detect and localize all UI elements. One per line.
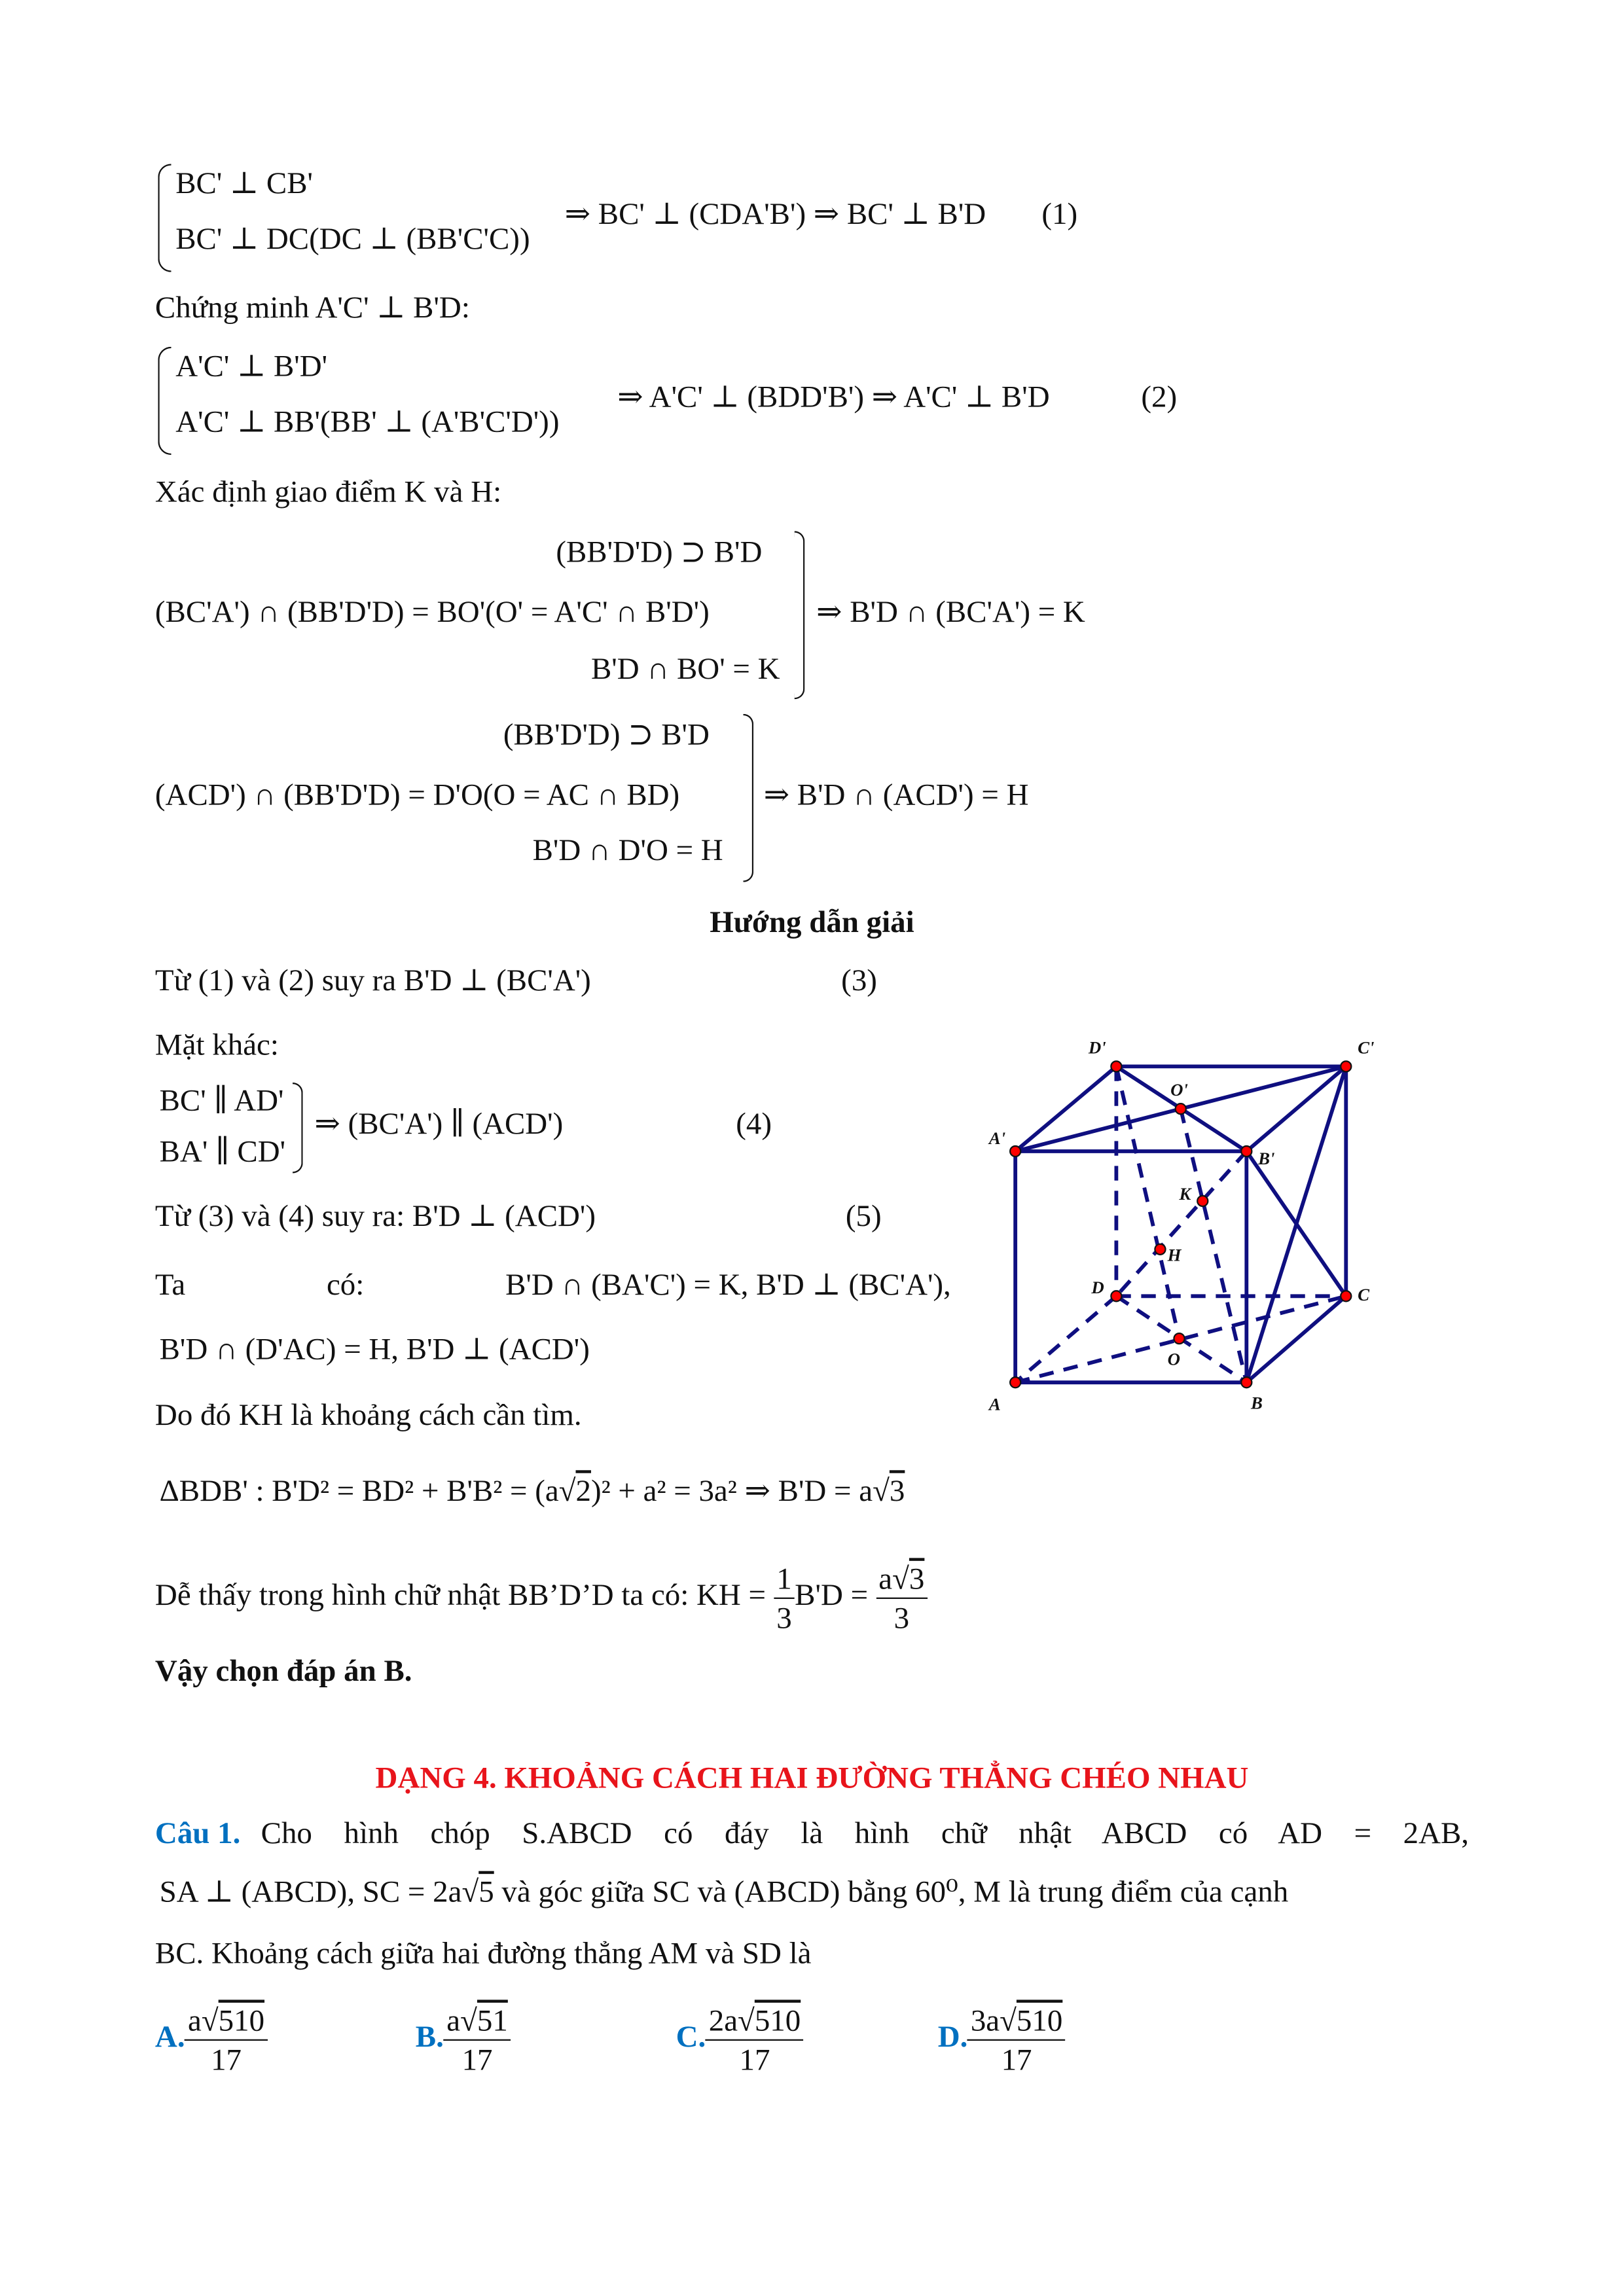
answer: Vậy chọn đáp án B. <box>154 1653 412 1689</box>
proof2-tag: (2) <box>1141 378 1178 414</box>
denominator: 3 <box>776 1600 792 1636</box>
point-O <box>1174 1333 1184 1344</box>
numerator: 1 <box>774 1559 795 1598</box>
section-title: DẠNG 4. KHOẢNG CÁCH HAI ĐƯỜNG THẲNG CHÉO NHAU <box>375 1759 1249 1795</box>
point-label: B' <box>1258 1149 1275 1169</box>
calc-radicand: 3 <box>889 1473 905 1509</box>
proof1-line-a: BC' ⊥ CB' <box>175 165 313 201</box>
heading-prove: Chứng minh A'C' ⊥ B'D: <box>154 289 470 325</box>
point-label: O' <box>1170 1080 1188 1100</box>
point-label: H <box>1167 1245 1182 1265</box>
ta-co-formula: B'D ∩ (BA'C') = K, B'D ⊥ (BC'A'), <box>505 1266 951 1302</box>
step4-line-a: BC' ∥ AD' <box>159 1082 284 1118</box>
radicand: 510 <box>218 2002 265 2037</box>
calc-mid: )² + a² = 3a² ⇒ B'D = a <box>590 1473 873 1509</box>
point-A-prime <box>1010 1146 1020 1157</box>
q-text: SA ⊥ (ABCD), SC = 2a <box>159 1874 462 1909</box>
point-label: D <box>1091 1277 1104 1297</box>
edge-BpD <box>1116 1151 1246 1296</box>
point-K <box>1197 1196 1208 1206</box>
question-label: Câu 1. <box>154 1815 241 1851</box>
radicand: 51 <box>477 2002 508 2037</box>
block-h-top: (BB'D'D) ⊃ B'D <box>503 717 710 752</box>
radicand: 510 <box>1016 2002 1063 2037</box>
block-k-top: (BB'D'D) ⊃ B'D <box>556 533 763 569</box>
point-O-prime <box>1176 1103 1186 1114</box>
denominator: 17 <box>1001 2041 1032 2077</box>
calc-lhs: ΔBDB' : B'D² = BD² + B'B² = (a <box>159 1473 559 1509</box>
step5-tag: (5) <box>845 1198 882 1234</box>
ta-word: Ta <box>154 1266 186 1302</box>
point-label: K <box>1179 1183 1191 1204</box>
proof2-result: ⇒ A'C' ⊥ (BDD'B') ⇒ A'C' ⊥ B'D <box>617 378 1050 414</box>
block-h-result: ⇒ B'D ∩ (ACD') = H <box>763 776 1029 812</box>
question-line-3: BC. Khoảng cách giữa hai đường thẳng AM và SD là <box>154 1935 812 1971</box>
co-word: có: <box>326 1266 365 1302</box>
proof2-line-a: A'C' ⊥ B'D' <box>175 348 328 384</box>
denominator: 3 <box>893 1600 910 1636</box>
proof2-line-b: A'C' ⊥ BB'(BB' ⊥ (A'B'C'D')) <box>175 403 560 439</box>
point-label: D' <box>1088 1037 1106 1058</box>
radicand: 5 <box>478 1874 494 1909</box>
coef: a <box>188 2002 202 2037</box>
kh-mid: B'D = <box>795 1577 869 1613</box>
point-C-prime <box>1341 1061 1351 1071</box>
question-text: Cho hình chóp S.ABCD có đáy là hình chữ nhật ABCD có AD = 2AB, <box>261 1815 1470 1851</box>
point-D <box>1111 1291 1121 1301</box>
radicand: 3 <box>909 1560 925 1596</box>
solution-title: Hướng dẫn giải <box>710 904 914 939</box>
block-k-result: ⇒ B'D ∩ (BC'A') = K <box>816 594 1085 630</box>
point-label: C' <box>1358 1037 1375 1058</box>
kh-text: Dễ thấy trong hình chữ nhật BB’D’D ta có: KH = <box>154 1577 767 1613</box>
calc-formula: ΔBDB' : B'D² = BD² + B'B² = (a√2)² + a² = 3a² ⇒ B'D = a√3 <box>159 1473 905 1509</box>
point-label: C <box>1358 1285 1370 1305</box>
proof1-tag: (1) <box>1041 196 1078 232</box>
step4-line-b: BA' ∥ CD' <box>159 1134 286 1169</box>
option-label: C. <box>676 2018 706 2054</box>
denominator: 17 <box>211 2041 242 2077</box>
line-h: B'D ∩ (D'AC) = H, B'D ⊥ (ACD') <box>159 1331 590 1367</box>
step5-text: Từ (3) và (4) suy ra: B'D ⊥ (ACD') <box>154 1198 596 1234</box>
calc-radicand: 2 <box>575 1473 591 1509</box>
step3-tag: (3) <box>841 962 877 998</box>
point-B-prime <box>1241 1146 1252 1157</box>
point-label: B <box>1251 1393 1263 1413</box>
option-label: D. <box>937 2018 968 2054</box>
point-B <box>1241 1377 1252 1388</box>
step4-tag: (4) <box>736 1105 772 1141</box>
block-k-bottom: B'D ∩ BO' = K <box>590 651 780 687</box>
proof1-result: ⇒ BC' ⊥ (CDA'B') ⇒ BC' ⊥ B'D <box>564 196 986 232</box>
step3-text: Từ (1) và (2) suy ra B'D ⊥ (BC'A') <box>154 962 591 998</box>
option-label: A. <box>154 2018 185 2054</box>
coef: a <box>878 1560 893 1596</box>
block-h-bottom: B'D ∩ D'O = H <box>532 832 723 868</box>
coef: 2a <box>708 2002 738 2037</box>
point-label: O <box>1167 1349 1180 1369</box>
numerator: a√510 <box>185 2001 268 2040</box>
denominator: 17 <box>461 2041 493 2077</box>
coef: a <box>446 2002 461 2037</box>
other-hand: Mặt khác: <box>154 1027 279 1062</box>
point-A <box>1010 1377 1020 1388</box>
numerator: a√3 <box>876 1559 928 1598</box>
q-text: và góc giữa SC và (ABCD) bằng 60⁰, M là trung điểm của cạnh <box>494 1874 1289 1909</box>
block-k-main: (BC'A') ∩ (BB'D'D) = BO'(O' = A'C' ∩ B'D') <box>154 594 710 630</box>
heading-intersection: Xác định giao điểm K và H: <box>154 474 502 509</box>
edge-BCp <box>1246 1066 1346 1382</box>
point-D-prime <box>1111 1061 1121 1071</box>
point-label: A <box>988 1394 1001 1414</box>
step4-result: ⇒ (BC'A') ∥ (ACD') <box>314 1105 564 1141</box>
proof1-line-b: BC' ⊥ DC(DC ⊥ (BB'C'C)) <box>175 221 530 257</box>
point-C <box>1341 1291 1351 1301</box>
conclusion: Do đó KH là khoảng cách cần tìm. <box>154 1397 582 1433</box>
numerator: 2a√510 <box>706 2001 803 2040</box>
numerator: a√51 <box>444 2001 511 2040</box>
point-H <box>1155 1244 1165 1255</box>
point-label: A' <box>988 1128 1006 1148</box>
option-label: B. <box>415 2018 444 2054</box>
block-h-main: (ACD') ∩ (BB'D'D) = D'O(O = AC ∩ BD) <box>154 776 680 812</box>
denominator: 17 <box>739 2041 770 2077</box>
numerator: 3a√510 <box>967 2001 1065 2040</box>
radicand: 510 <box>754 2002 801 2037</box>
coef: 3a <box>970 2002 1000 2037</box>
question-line-2: SA ⊥ (ABCD), SC = 2a√5 và góc giữa SC và (ABCD) bằng 60⁰, M là trung điểm của cạnh <box>159 1874 1289 1909</box>
